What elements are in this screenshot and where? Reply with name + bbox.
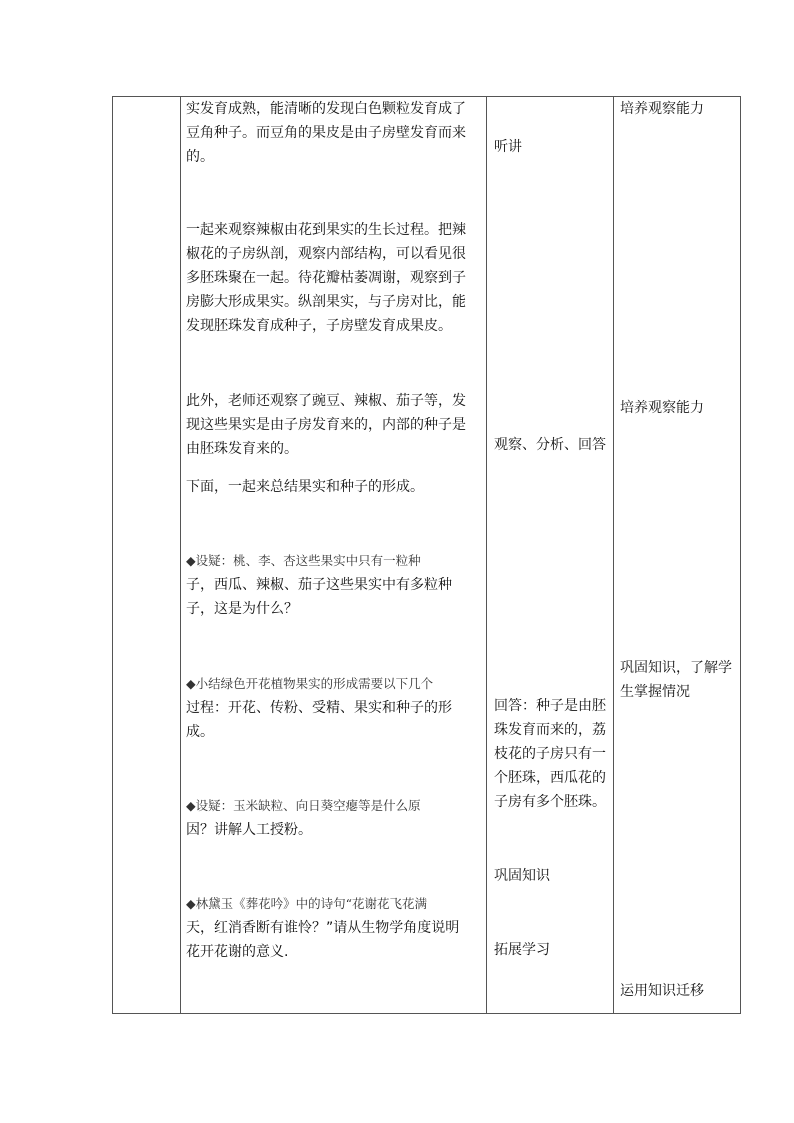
question-lead: ◆设疑：玉米缺粒、向日葵空瘪等是什么原 <box>186 798 421 813</box>
content-line: 子，这是为什么？ <box>186 601 298 617</box>
design-intent: 巩固知识，了解学 <box>620 660 732 676</box>
question-lead: ◆设疑：桃、李、杏这些果实中只有一粒种 <box>186 553 421 568</box>
content-line: 实发育成熟，能清晰的发现白色颗粒发育成了 <box>186 101 466 117</box>
design-intent: 运用知识迁移 <box>620 983 704 999</box>
student-activity: 子房有多个胚珠。 <box>494 794 606 810</box>
student-activity: 拓展学习 <box>494 942 550 958</box>
column-divider <box>180 97 181 1013</box>
design-intent: 培养观察能力 <box>620 400 704 416</box>
content-line: 由胚珠发育来的。 <box>186 441 298 457</box>
content-line: 因？讲解人工授粉。 <box>186 822 312 838</box>
student-activity: 听讲 <box>494 139 522 155</box>
content-line: 花开花谢的意义. <box>186 944 289 960</box>
column-divider <box>486 97 487 1013</box>
student-activity: 巩固知识 <box>494 868 550 884</box>
design-intent: 生掌握情况 <box>620 684 690 700</box>
student-activity: 珠发育而来的，荔 <box>494 722 606 738</box>
content-line: 多胚珠聚在一起。待花瓣枯萎凋谢，观察到子 <box>186 270 466 286</box>
content-line: 下面，一起来总结果实和种子的形成。 <box>186 479 424 495</box>
content-line: 发现胚珠发育成种子，子房壁发育成果皮。 <box>186 318 452 334</box>
content-line: 豆角种子。而豆角的果皮是由子房壁发育而来 <box>186 125 466 141</box>
design-intent: 培养观察能力 <box>620 101 704 117</box>
student-activity: 枝花的子房只有一 <box>494 746 606 762</box>
question-lead: ◆林黛玉《葬花吟》中的诗句“花谢花飞花满 <box>186 896 428 911</box>
content-line: 此外，老师还观察了豌豆、辣椒、茄子等，发 <box>186 393 466 409</box>
content-line: 过程：开花、传粉、受精、果实和种子的形 <box>186 700 452 716</box>
content-line: 子，西瓜、辣椒、茄子这些果实中有多粒种 <box>186 577 452 593</box>
summary-lead: ◆小结绿色开花植物果实的形成需要以下几个 <box>186 676 434 691</box>
student-activity: 回答：种子是由胚 <box>494 698 606 714</box>
content-line: 的。 <box>186 149 214 165</box>
content-line: 天，红消香断有谁怜？”请从生物学角度说明 <box>186 920 460 936</box>
content-line: 成。 <box>186 724 214 740</box>
content-line: 现这些果实是由子房发育来的，内部的种子是 <box>186 417 466 433</box>
student-activity: 观察、分析、回答 <box>494 437 606 453</box>
content-line: 一起来观察辣椒由花到果实的生长过程。把辣 <box>186 222 466 238</box>
student-activity: 个胚珠，西瓜花的 <box>494 770 606 786</box>
content-line: 房膨大形成果实。纵剖果实，与子房对比，能 <box>186 294 466 310</box>
column-divider <box>613 97 614 1013</box>
content-line: 椒花的子房纵剖，观察内部结构，可以看见很 <box>186 246 466 262</box>
